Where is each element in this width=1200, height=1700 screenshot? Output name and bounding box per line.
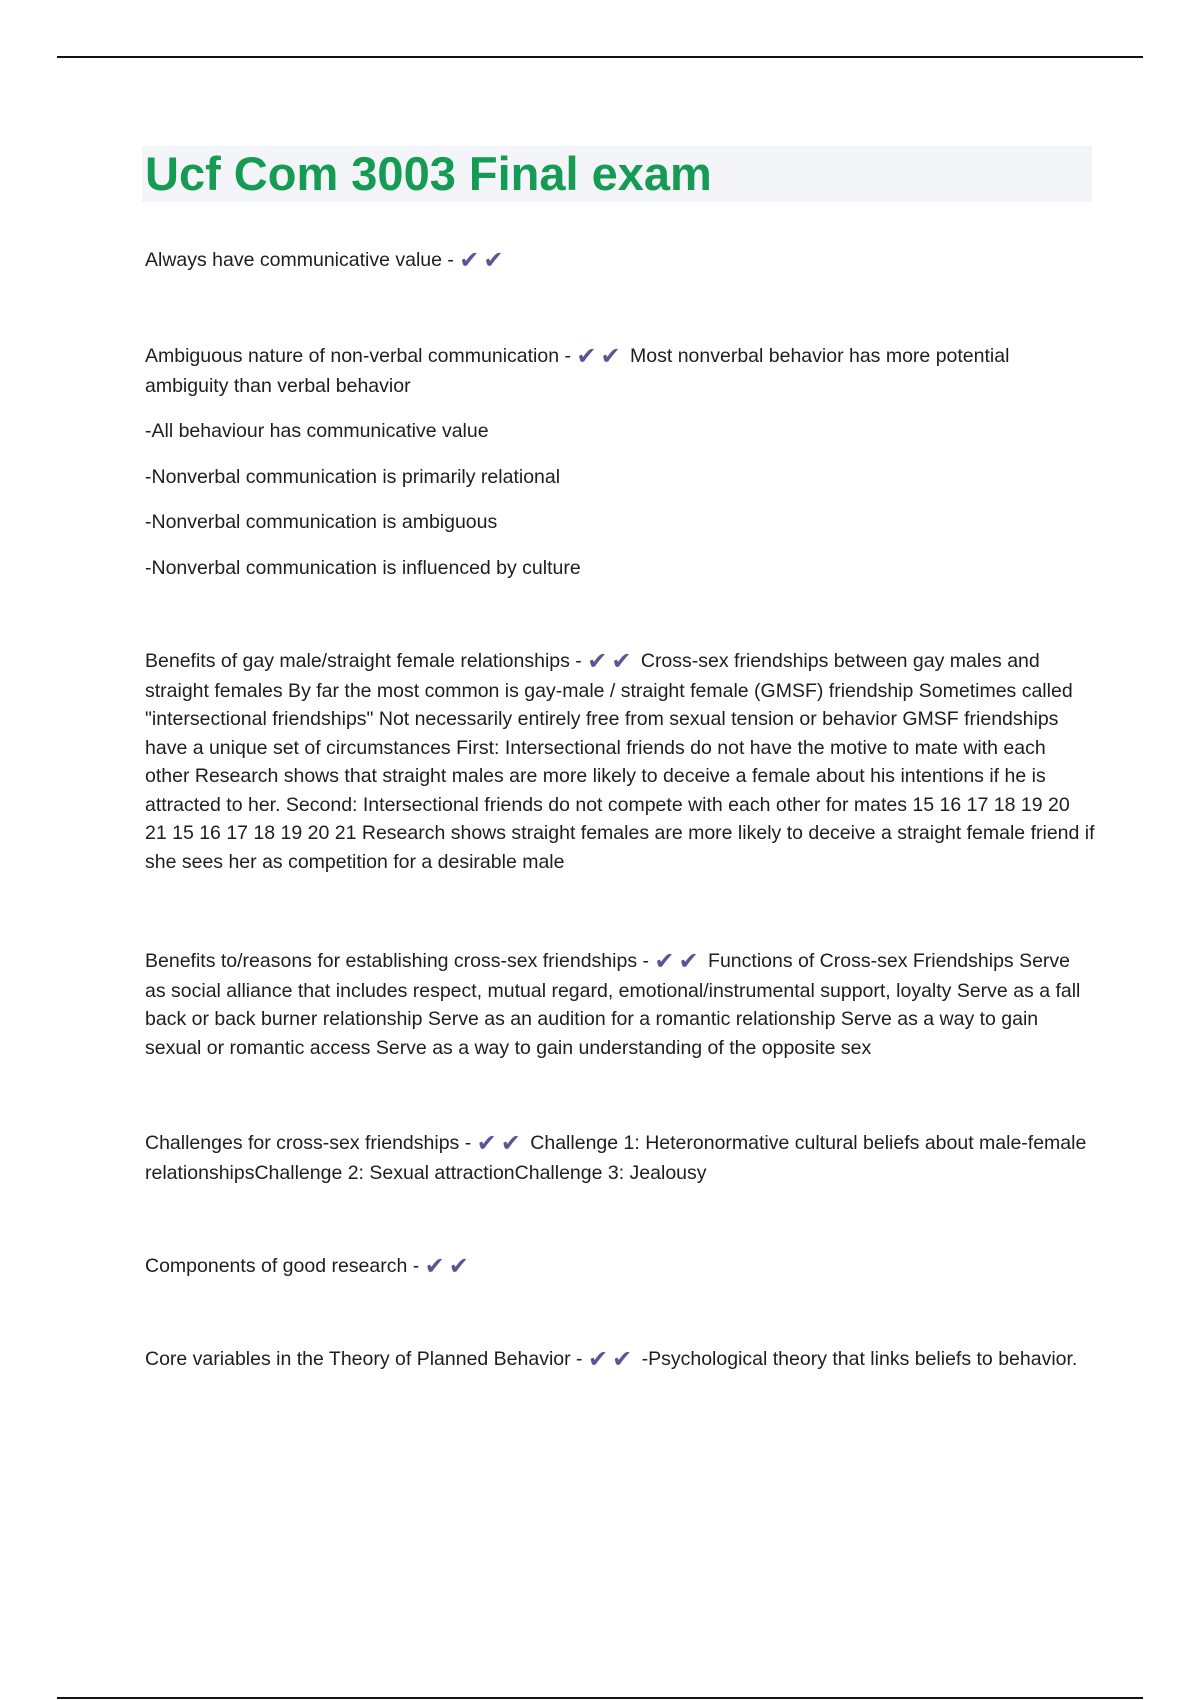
answer-text: Functions of Cross-sex Friendships Serve as social alliance that includes respect, mutual regard, emotional/instrumental support, loyalty Serve as a fall back or back burner relationship Serve as an audition for a romantic relationship Serve as a way to gain sexual or romantic access Serve as a way to gain understanding of the opposite sex — [145, 950, 1081, 1059]
qa-item — [145, 647, 1095, 876]
list-item: -Nonverbal communication is influenced by culture — [145, 557, 581, 579]
answer-text: Cross-sex friendships between gay males and straight females By far the most common is gay-male / straight female (GMSF) friendship Sometimes called "intersectional friendships" Not necessarily entirely free from sexual tension or behavior GMSF friendships have a unique set of circumstances First: Intersectional friends do not have the motive to mate with each other Research shows that straight males are more likely to deceive a female about his intentions if he is attracted to her. Second: Intersectional friends do not compete with each other for mates 15 16 17 18 19 20 21 15 16 17 18 19 20 21 Research shows straight females are more likely to deceive a straight female friend if she sees her as competition for a desirable male — [145, 650, 1095, 873]
qa-item — [145, 1345, 1095, 1375]
qa-item — [145, 1129, 1095, 1187]
list-item: -Nonverbal communication is primarily relational — [145, 466, 561, 488]
question-text: Challenges for cross-sex friendships - — [145, 1132, 477, 1154]
question-text: Benefits to/reasons for establishing cross-sex friendships - — [145, 950, 655, 972]
question-text: Ambiguous nature of non-verbal communication - — [145, 345, 577, 367]
answer-text: Challenge 1: Heteronormative cultural beliefs about male-female relationshipsChallenge 2: Sexual attractionChallenge 3: Jealousy — [145, 1132, 1087, 1184]
check-mark-icon: ✔✔ — [654, 948, 703, 975]
question-text: Benefits of gay male/straight female relationships - — [145, 650, 588, 672]
check-mark-icon: ✔✔ — [587, 648, 636, 675]
check-mark-icon: ✔✔ — [459, 247, 508, 274]
answer-text: Most nonverbal behavior has more potential ambiguity than verbal behavior — [145, 345, 1010, 397]
check-mark-icon: ✔✔ — [476, 1130, 525, 1157]
qa-item — [145, 342, 1095, 400]
question-text: Always have communicative value - — [145, 249, 460, 271]
question-text: Components of good research - — [145, 1255, 425, 1277]
list-item: -All behaviour has communicative value — [145, 420, 489, 442]
qa-item — [145, 246, 1095, 276]
qa-item — [145, 947, 1095, 1062]
check-mark-icon: ✔✔ — [587, 1346, 637, 1373]
check-mark-icon: ✔✔ — [424, 1253, 473, 1280]
top-rule — [57, 56, 1143, 58]
qa-item — [145, 1252, 1095, 1282]
question-text: Core variables in the Theory of Planned Behavior - — [145, 1348, 588, 1370]
bottom-rule — [57, 1697, 1143, 1699]
list-item: -Nonverbal communication is ambiguous — [145, 511, 498, 533]
check-mark-icon: ✔✔ — [576, 343, 625, 370]
title-bar — [142, 146, 1092, 202]
page-title: Ucf Com 3003 Final exam — [145, 147, 712, 200]
answer-text: -Psychological theory that links beliefs to behavior. — [641, 1348, 1078, 1370]
